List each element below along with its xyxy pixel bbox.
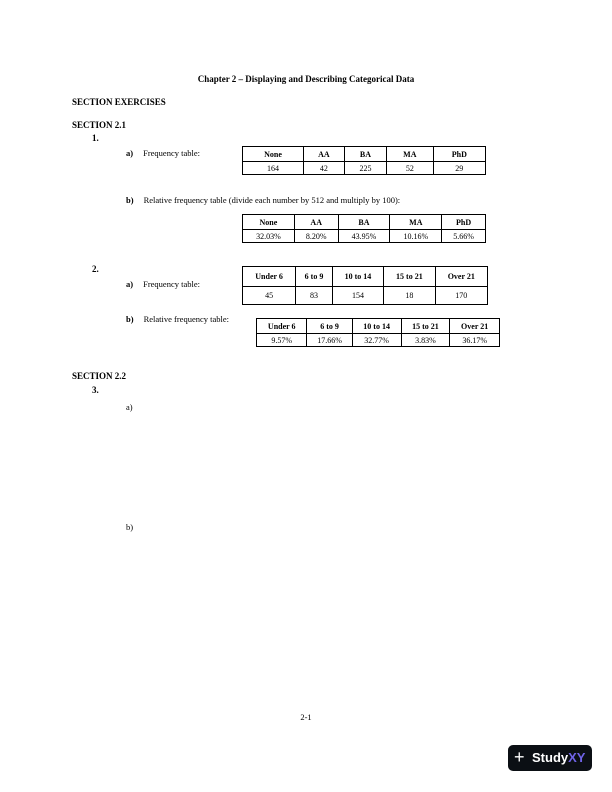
section-exercises-heading: SECTION EXERCISES bbox=[72, 97, 166, 107]
table-cell: 43.95% bbox=[338, 230, 390, 243]
table-header-cell: Under 6 bbox=[257, 319, 307, 334]
exercise-1b-letter: b) bbox=[126, 195, 134, 205]
exercise-2b-letter: b) bbox=[126, 314, 134, 324]
table-cell: 8.20% bbox=[294, 230, 338, 243]
table-cell: 83 bbox=[296, 287, 333, 305]
exercise-2a-text: Frequency table: bbox=[143, 279, 200, 289]
badge-text-accent: XY bbox=[568, 750, 586, 765]
studyxy-badge[interactable] bbox=[508, 745, 592, 771]
table-cell: 45 bbox=[243, 287, 296, 305]
table-header-cell: 6 to 9 bbox=[296, 267, 333, 287]
table-cell: 32.77% bbox=[352, 334, 401, 347]
table-cell: 164 bbox=[243, 162, 304, 175]
table-header-cell: 6 to 9 bbox=[307, 319, 352, 334]
exercise-2-number: 2. bbox=[92, 264, 99, 274]
table-header-cell: None bbox=[243, 147, 304, 162]
table-header-cell: None bbox=[243, 215, 295, 230]
table-cell: 29 bbox=[433, 162, 485, 175]
table-cell: 18 bbox=[384, 287, 435, 305]
table-cell: 170 bbox=[435, 287, 487, 305]
table-cell: 32.03% bbox=[243, 230, 295, 243]
exercise-3-number: 3. bbox=[92, 385, 99, 395]
section-2-2-heading: SECTION 2.2 bbox=[72, 371, 127, 381]
table-header-cell: BA bbox=[344, 147, 386, 162]
page-number: 2-1 bbox=[300, 712, 312, 722]
exercise-1b-label bbox=[126, 195, 400, 205]
table-cell: 225 bbox=[344, 162, 386, 175]
exercise-2b-text: Relative frequency table: bbox=[143, 314, 229, 324]
table-header-cell: AA bbox=[294, 215, 338, 230]
exercise-2a-label bbox=[126, 279, 200, 289]
exercise-1a-text: Frequency table: bbox=[143, 148, 200, 158]
table-header-cell: BA bbox=[338, 215, 390, 230]
table-header-cell: MA bbox=[387, 147, 434, 162]
table-header-cell: Under 6 bbox=[243, 267, 296, 287]
table-header-cell: Over 21 bbox=[435, 267, 487, 287]
table-cell: 154 bbox=[332, 287, 383, 305]
table-header-cell: MA bbox=[390, 215, 442, 230]
exercise-2b-label bbox=[126, 314, 229, 324]
section-2-1-heading: SECTION 2.1 bbox=[72, 120, 127, 130]
exercise-2a-letter: a) bbox=[126, 279, 134, 289]
exercise-1-number: 1. bbox=[92, 133, 99, 143]
table-cell: 3.83% bbox=[401, 334, 450, 347]
exercise-1a-letter: a) bbox=[126, 148, 134, 158]
table-header-cell: 15 to 21 bbox=[401, 319, 450, 334]
table-header-cell: AA bbox=[304, 147, 345, 162]
table-cell: 10.16% bbox=[390, 230, 442, 243]
table-cell: 52 bbox=[387, 162, 434, 175]
table-header-cell: Over 21 bbox=[450, 319, 500, 334]
exercise-1a-label bbox=[126, 148, 200, 158]
exercise-1a-table bbox=[242, 146, 486, 175]
table-header-cell: PhD bbox=[433, 147, 485, 162]
table-cell: 42 bbox=[304, 162, 345, 175]
exercise-3a-letter: a) bbox=[126, 402, 133, 412]
page-title: Chapter 2 – Displaying and Describing Categorical Data bbox=[197, 74, 415, 84]
exercise-2a-table bbox=[242, 266, 488, 305]
exercise-1b-table bbox=[242, 214, 486, 243]
exercise-2b-table bbox=[256, 318, 500, 347]
exercise-3b-letter: b) bbox=[126, 522, 134, 532]
table-header-cell: 10 to 14 bbox=[332, 267, 383, 287]
table-cell: 17.66% bbox=[307, 334, 352, 347]
table-cell: 36.17% bbox=[450, 334, 500, 347]
badge-label bbox=[532, 750, 585, 765]
badge-text-main: Study bbox=[532, 750, 569, 765]
table-header-cell: PhD bbox=[442, 215, 486, 230]
plus-icon: + bbox=[514, 747, 525, 767]
table-header-cell: 10 to 14 bbox=[352, 319, 401, 334]
table-cell: 9.57% bbox=[257, 334, 307, 347]
exercise-1b-text: Relative frequency table (divide each number by 512 and multiply by 100): bbox=[143, 195, 401, 205]
table-header-cell: 15 to 21 bbox=[384, 267, 435, 287]
table-cell: 5.66% bbox=[442, 230, 486, 243]
